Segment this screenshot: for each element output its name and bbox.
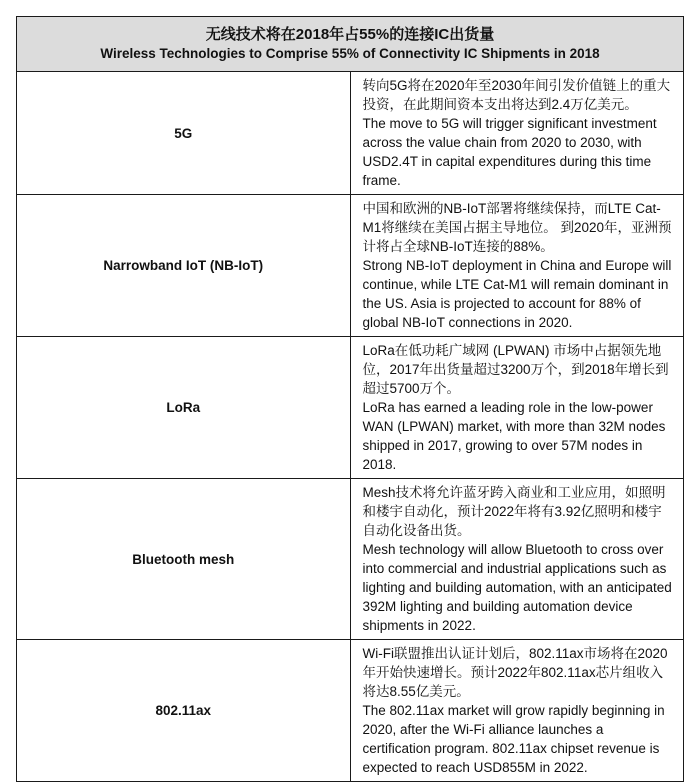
table-row-802-11ax <box>17 640 684 782</box>
description-english: The 802.11ax market will grow rapidly beginning in 2020, after the Wi-Fi alliance launches a certification program. 802.11ax chipset revenue is expected to reach USD855M in 2022. <box>362 703 665 775</box>
description-english: Mesh technology will allow Bluetooth to cross over into commercial and industrial applications such as lighting and building automation, with an anticipated 392M lighting and building automation device shipments in 2022. <box>362 542 672 633</box>
title-chinese: 无线技术将在2018年占55%的连接IC出货量 <box>205 26 495 43</box>
tech-description <box>350 337 684 479</box>
table-row-bluetooth-mesh <box>17 479 684 640</box>
tech-name: Narrowband IoT (NB-IoT) <box>17 195 351 337</box>
table-row-5g <box>17 72 684 195</box>
description-english: Strong NB-IoT deployment in China and Europe will continue, while LTE Cat-M1 will remain dominant in the US. Asia is projected to account for 88% of global NB-IoT connections in 2020. <box>362 258 672 330</box>
tech-name: LoRa <box>17 337 351 479</box>
table-row-nb-iot <box>17 195 684 337</box>
title-row <box>17 17 684 72</box>
title-cell <box>17 17 684 72</box>
tech-description <box>350 195 684 337</box>
description-chinese: 中国和欧洲的NB-IoT部署将继续保持，而LTE Cat-M1将继续在美国占据主导地位。 到2020年，亚洲预计将占全球NB-IoT连接的88%。 <box>362 201 672 254</box>
table-row-lora <box>17 337 684 479</box>
description-chinese: 转向5G将在2020年至2030年间引发价值链上的重大投资，在此期间资本支出将达到2.4万亿美元。 <box>362 78 671 112</box>
description-chinese: Wi-Fi联盟推出认证计划后，802.11ax市场将在2020年开始快速增长。预计2022年802.11ax芯片组收入将达8.55亿美元。 <box>362 646 668 699</box>
description-english: LoRa has earned a leading role in the low-power WAN (LPWAN) market, with more than 32M nodes shipped in 2017, growing to over 57M nodes in 2018. <box>362 400 666 472</box>
description-chinese: Mesh技术将允许蓝牙跨入商业和工业应用，如照明和楼宇自动化，预计2022年将有3.92亿照明和楼宇自动化设备出货。 <box>362 485 666 538</box>
description-english: The move to 5G will trigger significant investment across the value chain from 2020 to 2030, with USD2.4T in capital expenditures during this time frame. <box>362 116 657 188</box>
tech-description <box>350 640 684 782</box>
description-chinese: LoRa在低功耗广域网 (LPWAN) 市场中占据领先地位，2017年出货量超过3200万个，到2018年增长到超过5700万个。 <box>362 343 669 396</box>
title-english: Wireless Technologies to Comprise 55% of Connectivity IC Shipments in 2018 <box>100 46 600 61</box>
wireless-tech-table <box>16 16 684 782</box>
tech-description <box>350 72 684 195</box>
tech-name: Bluetooth mesh <box>17 479 351 640</box>
tech-description <box>350 479 684 640</box>
tech-name: 802.11ax <box>17 640 351 782</box>
tech-name: 5G <box>17 72 351 195</box>
